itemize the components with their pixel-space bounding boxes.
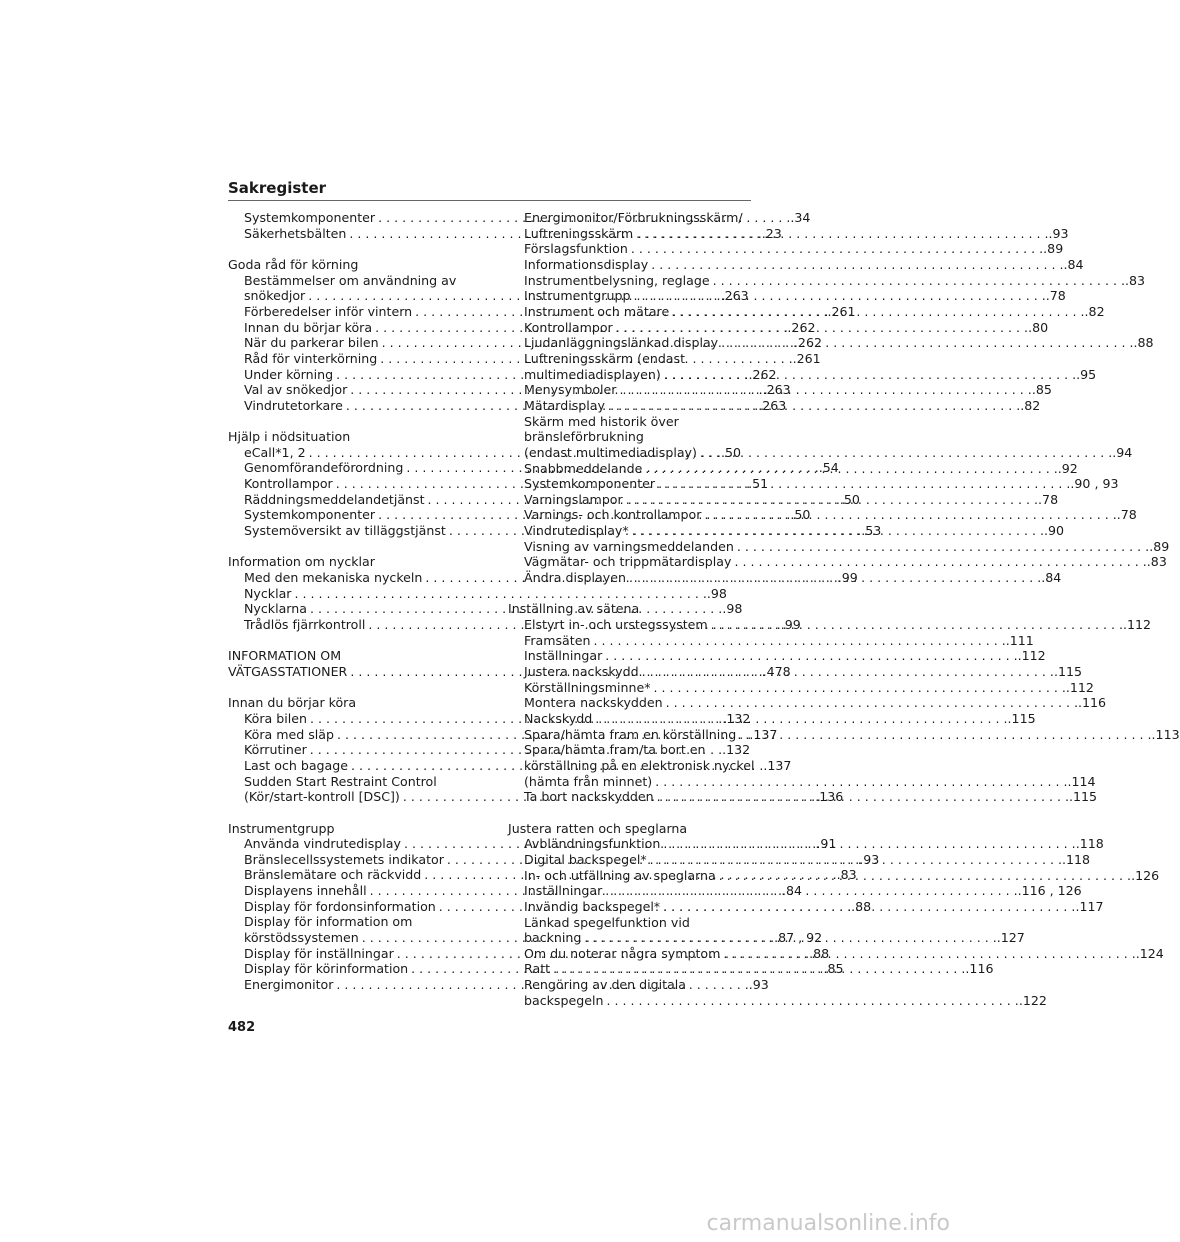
dot-leader: [603, 993, 1018, 1009]
index-entry: Hjälp i nödsituation: [228, 429, 351, 445]
entry-page: .93: [1048, 225, 1069, 241]
entry-term: Systemkomponenter: [524, 476, 656, 492]
entry-term: Systemkomponenter: [244, 210, 376, 225]
dot-leader: [731, 554, 1146, 570]
entry-term: Innan du börjar köra: [244, 319, 373, 335]
entry-page: .95: [1076, 366, 1097, 382]
entry-page: .82: [1020, 397, 1041, 413]
entry-term: Spara/hämta fram en körställning: [524, 726, 737, 742]
dot-leader: [661, 367, 1076, 383]
entry-term: Bränslemätare och räckvidd: [244, 867, 422, 883]
entry-page: .116: [965, 961, 994, 977]
entry-page: .85: [1031, 382, 1052, 398]
entry-term: Nackskydd: [524, 710, 593, 726]
entry-term: Display för körinformation: [244, 961, 409, 977]
entry-page: .93: [859, 851, 880, 867]
entry-term: Luftreningsskärm: [524, 225, 634, 241]
entry-page: .116 , 126: [1017, 883, 1082, 899]
dot-leader: [602, 883, 1017, 899]
entry-term: Ljudanläggningslänkad display: [524, 335, 719, 351]
entry-term: Elstyrt in- och urstegssystem: [524, 617, 708, 633]
entry-page: .132: [722, 710, 751, 726]
entry-page: .118: [1061, 851, 1091, 867]
entry-page: .89: [1149, 538, 1170, 554]
entry-term: Systemkomponenter: [244, 507, 376, 523]
entry-term: Trådlös fjärrkontroll: [244, 617, 366, 633]
entry-page: .94: [1112, 444, 1133, 460]
dot-leader: [592, 711, 1007, 727]
dot-leader: [669, 304, 1084, 320]
entry-term: Kontrollampor: [524, 319, 613, 335]
entry-term: Köra bilen: [244, 710, 307, 726]
entry-term: snökedjor: [244, 288, 306, 304]
dot-leader: [652, 774, 1067, 790]
dot-leader: [642, 461, 1057, 477]
entry-term: Instrumentbelysning, reglage: [524, 272, 710, 288]
entry-page: .127: [996, 930, 1025, 946]
entry-term: Under körning: [244, 366, 334, 382]
entry-page: .115: [1068, 789, 1098, 805]
dot-leader: [663, 695, 1078, 711]
entry-page: .98: [706, 585, 727, 601]
index-entry: [508, 444, 1133, 461]
entry-term: Menysymboler: [524, 382, 617, 398]
entry-term: Kontrollampor: [244, 476, 333, 492]
index-entry: [508, 773, 1096, 790]
entry-page: .137: [763, 757, 792, 773]
entry-page: .83: [836, 867, 857, 883]
dot-leader: [581, 930, 996, 946]
page-number: 482: [228, 1020, 256, 1035]
index-entry: [508, 648, 1046, 664]
entry-page: .90: [1044, 523, 1065, 539]
dot-leader: [708, 617, 1123, 633]
dot-leader: [660, 836, 1075, 852]
dot-leader: [697, 445, 1112, 461]
index-entry: [228, 585, 727, 602]
entry-page: .87 , 92: [774, 930, 823, 946]
entry-term: Vindrutetorkare: [244, 397, 343, 413]
entry-page: .53: [861, 523, 882, 539]
entry-term: Köra med släp: [244, 726, 335, 742]
index-entry: [508, 632, 1034, 649]
entry-term: multimediadisplayen): [524, 366, 661, 382]
entry-term: Justera nackskydd: [524, 664, 639, 680]
entry-term: Bränslecellssystemets indikator: [244, 851, 444, 867]
entry-term: Systemöversikt av tilläggstjänst: [244, 523, 446, 539]
entry-page: .263: [720, 288, 749, 304]
entry-page: .34: [790, 210, 811, 225]
entry-term: Val av snökedjor: [244, 382, 348, 398]
entry-page: .54: [818, 460, 839, 476]
entry-page: .78: [1045, 288, 1066, 304]
entry-term: Framsäten: [524, 632, 591, 648]
index-entry: Bestämmelser om användning av: [244, 272, 457, 288]
index-entry: [508, 554, 1167, 570]
dot-leader: [613, 320, 1028, 336]
entry-page: .23: [761, 225, 782, 241]
dot-leader: [651, 680, 1066, 696]
index-entry: [508, 695, 1107, 711]
entry-page: .83: [1146, 554, 1167, 570]
entry-term: backning: [524, 930, 582, 946]
entry-page: .78: [1038, 491, 1059, 507]
dot-leader: [639, 664, 1054, 680]
index-entry: Skärm med historik över: [524, 413, 679, 429]
entry-page: .91: [816, 836, 837, 852]
entry-term: Varnings- och kontrollampor: [524, 507, 702, 523]
entry-page: .112: [1065, 679, 1094, 695]
entry-page: .478: [762, 663, 791, 679]
entry-page: .261: [792, 350, 821, 366]
index-entry: Länkad spegelfunktion vid: [524, 914, 690, 930]
entry-page: .50: [790, 507, 811, 523]
entry-page: .113: [1151, 726, 1180, 742]
dot-leader: [734, 539, 1149, 555]
index-entry: [508, 710, 1036, 727]
entry-term: Digital backspegel*: [524, 851, 647, 867]
entry-page: .88: [851, 898, 872, 914]
entry-page: .80: [1028, 319, 1049, 335]
index-entry: Goda råd för körning: [228, 256, 359, 272]
entry-page: .262: [748, 366, 777, 382]
index-entry: Information om nycklar: [228, 554, 375, 570]
entry-page: .78: [1116, 507, 1137, 523]
dot-leader: [654, 789, 1069, 805]
dot-leader: [720, 946, 1135, 962]
index-entry: Sudden Start Restraint Control: [244, 773, 437, 789]
index-entry: Rengöring av den digitala: [524, 977, 687, 993]
entry-term: Invändig backspegel*: [524, 898, 661, 914]
entry-page: .137: [749, 726, 778, 742]
entry-term: Informationsdisplay: [524, 256, 649, 272]
entry-page: .90 , 93: [1070, 476, 1119, 492]
entry-term: Energimonitor: [244, 977, 334, 993]
entry-term: Nycklar: [244, 585, 292, 601]
entry-page: .89: [1043, 241, 1064, 257]
entry-page: .117: [1075, 898, 1104, 914]
entry-page: .118: [1075, 836, 1104, 852]
entry-page: .84: [1063, 256, 1084, 272]
entry-term: Säkerhetsbälten: [244, 225, 347, 241]
entry-term: Last och bagage: [244, 757, 349, 773]
dot-leader: [605, 398, 1020, 414]
entry-term: Display för inställningar: [244, 945, 394, 961]
index-entry: bränsleförbrukning: [524, 429, 644, 445]
entry-term: Displayens innehåll: [244, 883, 367, 899]
dot-leader: [629, 523, 1044, 539]
dot-leader: [590, 633, 1005, 649]
index-entry: Energimonitor/Förbrukningsskärm/: [524, 210, 743, 225]
entry-page: .261: [827, 303, 856, 319]
entry-page: .111: [1005, 632, 1034, 648]
entry-term: (hämta från minnet): [524, 773, 653, 789]
entry-term: Ändra displayen: [524, 570, 626, 586]
entry-page: .263: [762, 382, 791, 398]
entry-term: Inställningar: [524, 883, 603, 899]
entry-page: .51: [748, 476, 769, 492]
entry-term: Körställningsminne*: [524, 679, 651, 695]
entry-term: Inställningar: [524, 648, 603, 664]
index-entry: [508, 241, 1064, 257]
entry-page: .115: [1053, 664, 1082, 680]
entry-page: .88: [1133, 335, 1154, 351]
index-entry: Innan du börjar köra: [228, 695, 357, 711]
entry-page: .262: [787, 319, 816, 335]
entry-term: VÄTGASSTATIONER: [228, 663, 348, 679]
entry-page: .126: [1131, 867, 1160, 883]
entry-term: Räddningsmeddelandetjänst: [244, 491, 425, 507]
entry-term: (Kör/start-kontroll [DSC]): [244, 789, 400, 805]
entry-term: Vindrutedisplay*: [524, 523, 629, 539]
index-entry: INFORMATION OM: [228, 648, 342, 664]
entry-page: .50: [720, 444, 741, 460]
entry-page: .112: [1123, 617, 1152, 633]
dot-leader: [736, 727, 1151, 743]
entry-page: .85: [823, 961, 844, 977]
entry-page: .93: [748, 977, 769, 993]
entry-term: eCall*1, 2: [244, 444, 306, 460]
entry-page: .122: [1018, 992, 1047, 1008]
index-entry: [508, 256, 1084, 273]
entry-term: Nycklarna: [244, 601, 307, 617]
entry-page: .262: [793, 335, 822, 351]
dot-leader: [655, 476, 1070, 492]
dot-leader: [710, 273, 1125, 289]
dot-leader: [626, 570, 1041, 586]
entry-term: Snabbmeddelande: [524, 460, 643, 476]
index-entry: Spara/hämta fram/ta bort en: [524, 742, 706, 758]
entry-term: Med den mekaniska nyckeln: [244, 570, 423, 586]
entry-page: .124: [1135, 945, 1164, 961]
index-entry: körställning på en elektronisk nyckel: [524, 757, 755, 773]
entry-page: .99: [837, 570, 858, 586]
entry-term: Förberedelser inför vintern: [244, 303, 413, 319]
dot-leader: [623, 492, 1038, 508]
entry-page: .83: [1124, 272, 1145, 288]
page-header: [228, 178, 751, 201]
entry-page: .84: [781, 883, 802, 899]
entry-term: backspegeln: [524, 992, 604, 1008]
watermark: carmanualsonline.info: [706, 1211, 950, 1236]
entry-term: Genomförandeförordning: [244, 460, 404, 476]
index-entry: [508, 538, 1170, 555]
entry-page: .263: [758, 397, 787, 413]
dot-leader: [630, 288, 1045, 304]
entry-term: körstödssystemen: [244, 930, 359, 946]
entry-term: När du parkerar bilen: [244, 335, 379, 351]
entry-page: .92: [1057, 460, 1078, 476]
entry-term: Varningslampor: [524, 491, 623, 507]
entry-term: In- och utfällning av speglarna: [524, 867, 716, 883]
dot-leader: [648, 257, 1063, 273]
index-entry: Display för information om: [244, 914, 413, 930]
index-entry: [508, 288, 1066, 304]
entry-term: Montera nackskydden: [524, 695, 663, 711]
entry-term: Mätardisplay: [524, 397, 605, 413]
index-entry: Instrumentgrupp: [228, 820, 335, 836]
dot-leader: [633, 226, 1048, 242]
dot-leader: [660, 899, 1075, 915]
entry-term: Vägmätar- och trippmätardisplay: [524, 554, 732, 570]
index-entry: [508, 272, 1145, 289]
entry-term: Ta bort nackskydden: [524, 789, 654, 805]
dot-leader: [716, 868, 1131, 884]
entry-term: (endast multimediadisplay): [524, 444, 697, 460]
dot-leader: [718, 335, 1133, 351]
dot-leader: [647, 852, 1062, 868]
index-entry: Luftreningsskärm (endast: [524, 350, 686, 366]
entry-term: Instrument och mätare: [524, 303, 670, 319]
entry-term: Råd för vinterkörning: [244, 350, 378, 366]
entry-page: .88: [809, 945, 830, 961]
entry-term: Körrutiner: [244, 742, 307, 758]
dot-leader: [602, 648, 1017, 664]
index-entry: [508, 679, 1094, 696]
entry-page: .82: [1084, 303, 1105, 319]
entry-page: .84: [1041, 570, 1062, 586]
dot-leader: [550, 961, 965, 977]
section-title: Sakregister: [228, 179, 327, 197]
entry-page: .112: [1017, 648, 1046, 664]
entry-term: Display för fordonsinformation: [244, 898, 436, 914]
entry-term: Förslagsfunktion: [524, 241, 628, 257]
entry-term: Visning av varningsmeddelanden: [524, 538, 734, 554]
entry-page: .132: [722, 742, 751, 758]
entry-page: .116: [1077, 695, 1107, 711]
entry-page: .114: [1067, 773, 1096, 789]
entry-page: .98: [722, 601, 743, 617]
entry-term: Instrumentgrupp: [524, 288, 631, 304]
entry-page: .115: [1007, 710, 1036, 726]
entry-term: Om du noterar några symptom: [524, 945, 721, 961]
entry-term: Använda vindrutedisplay: [244, 836, 401, 852]
index-entry: Inställning av sätena: [508, 601, 640, 617]
dot-leader: [701, 507, 1116, 523]
dot-leader: [616, 382, 1031, 398]
index-entry: [508, 992, 1047, 1009]
entry-page: .99: [780, 617, 801, 633]
entry-term: Avbländningsfunktion: [524, 836, 661, 852]
dot-leader: [628, 241, 1043, 257]
entry-term: Ratt: [524, 961, 551, 977]
entry-page: .50: [839, 491, 860, 507]
entry-page: .136: [815, 789, 844, 805]
index-entry: Justera ratten och speglarna: [508, 820, 688, 836]
